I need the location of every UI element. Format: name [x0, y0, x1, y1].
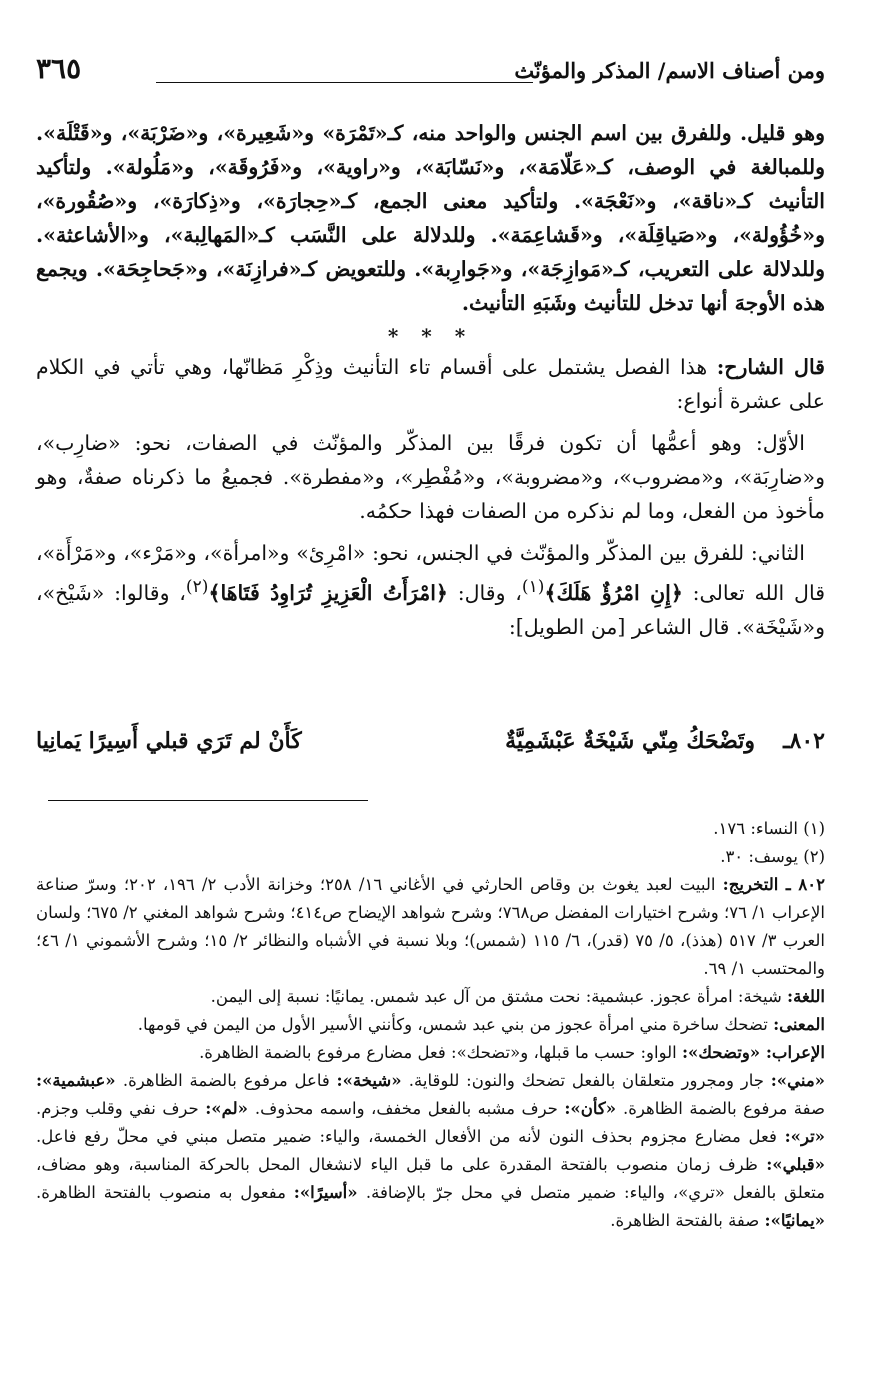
page-number: ٣٦٥ — [36, 52, 82, 85]
footnote-takhrij — [36, 871, 825, 983]
commentary-lead: قال الشارح: — [716, 355, 825, 379]
footnote-2: (٢) يوسف: ٣٠. — [720, 847, 825, 866]
footnotes — [36, 815, 825, 1235]
takhrij-label: ٨٠٢ ـ التخريج: — [722, 875, 825, 894]
second-type-text-a: الثاني: للفرق بين المذكّر والمؤنّث في الجنس، نحو: «امْرِئ» و«امرأة»، و«مَرْء»، و«مَرْأَة»، قال الله تعالى: — [36, 541, 825, 605]
irab-text: فعل مضارع مجزوم بحذف النون لأنه من الأفعال الخمسة، والياء: ضمير متصل مبني في محلّ رفع فاعل. — [36, 1127, 785, 1146]
footnote-maana — [36, 1011, 825, 1039]
irab-text: الواو: حسب ما قبلها، و«تضحك»: فعل مضارع مرفوع بالضمة الظاهرة. — [199, 1043, 682, 1062]
verse-second-hemistich: كَأَنْ لم تَرَي قبلي أَسِيرًا يَمانِيا — [36, 728, 302, 754]
quran-quote-2: ﴿امْرَأَتُ الْعَزِيزِ تُرَاوِدُ فَتَاهَا﴾ — [208, 580, 448, 605]
irab-text: فاعل مرفوع بالضمة الظاهرة. — [122, 1071, 337, 1090]
running-header — [36, 52, 825, 96]
second-type-text-c: ، وقالوا: «شَيْخ»، و«شَيْخَة». قال الشاعر [من الطويل]: — [36, 580, 825, 639]
takhrij-text: البيت لعبد يغوث بن وقاص الحارثي في الأغاني ١٦/ ٢٥٨؛ وخزانة الأدب ٢/ ١٩٦، ٢٠٢؛ وسرّ صناعة الإعراب ١/ ٧٦؛ وشرح اختيارات المفضل ص٧٦٨؛ وشرح شواهد الإيضاح ص٤١٤؛ وشرح شواهد المغني ٢/ ٦٧٥؛ ولسان العرب ٣/ ٥١٧ (هذذ)، ٥/ ٧٥ (قدر)، ٦/ ١١٥ (شمس)؛ وبلا نسبة في الأشباه والنظائر ٢/ ١٥؛ وشرح الأشموني ١/ ٤٦؛ والمحتسب ١/ ٦٩. — [36, 875, 825, 978]
verse-number: ٨٠٢ـ — [783, 728, 825, 754]
irab-term: «أسيرًا»: — [293, 1183, 366, 1202]
irab-term: «قبلي»: — [766, 1155, 825, 1174]
paragraph-matn: وهو قليل. وللفرق بين اسم الجنس والواحد منه، كـ«تَمْرَة» و«شَعِيرة»، و«ضَرْبَة»، و«قَتْلَة». وللمبالغة في الوصف، كـ«عَلّامَة»، و«نَسّابَة»، و«راوية»، و«فَرُوقَة»، و«مَلُولة». ولتأكيد التأنيث كـ«ناقة»، و«نَعْجَة». ولتأكيد معنى الجمع، كـ«حِجارَة»، و«ذِكارَة»، و«صُقُورة»، و«خُؤُولة»، و«صَياقِلَة»، و«قَشاعِمَة». وللدلالة على النَّسَب كـ«المَهالِبة»، و«الأشاعثة». وللدلالة على التعريب، كـ«مَوازِجَة»، و«جَوارِبة». وللتعويض كـ«فرازِنَة»، و«جَحاجِحَة». ويجمع هذه الأوجهَ أنها تدخل للتأنيث وشَبَهِ التأنيث. — [36, 121, 825, 315]
paragraph-second-type — [36, 536, 825, 644]
footnote-irab — [36, 1039, 825, 1235]
second-type-text-b: ، وقال: — [447, 580, 522, 605]
irab-text: حرف نفي وقلب وجزم. — [36, 1099, 206, 1118]
lugha-label: اللغة: — [787, 987, 825, 1006]
commentary-intro-text: هذا الفصل يشتمل على أقسام تاء التأنيث وذِكْرِ مَظانّها، وهي تأتي في الكلام على عشرة أنواع: — [36, 355, 825, 413]
irab-text: صفة بالفتحة الظاهرة. — [610, 1211, 765, 1230]
footnote-lugha — [36, 983, 825, 1011]
maana-text: تضحك ساخرة مني امرأة عجوز من بني عبد شمس، وكأنني الأسير الأول من اليمن في قومها. — [137, 1015, 774, 1034]
footnote-1: (١) النساء: ١٧٦. — [713, 819, 825, 838]
verse-first-hemistich: وتَضْحَكُ مِنّي شَيْخَةٌ عَبْشَمِيَّةٌ — [505, 728, 755, 754]
irab-label: الإعراب: — [765, 1043, 825, 1062]
irab-text: ظرف زمان منصوب بالفتحة المقدرة على ما قبل الياء لانشغال المحل بالحركة المناسبة، وهو مضاف، متعلق بالفعل «تري»، والياء: ضمير متصل في محل جرّ بالإضافة. — [36, 1155, 826, 1202]
irab-term: «شيخة»: — [336, 1071, 409, 1090]
irab-text: جار ومجرور متعلقان بالفعل تضحك والنون: للوقاية. — [408, 1071, 771, 1090]
irab-term: «عبشمية»: — [36, 1071, 123, 1090]
irab-text: صفة مرفوع بالضمة الظاهرة. — [623, 1099, 825, 1118]
header-rule — [156, 82, 533, 83]
poetry-verse — [36, 728, 825, 768]
irab-term: «مني»: — [770, 1071, 825, 1090]
irab-text: حرف مشبه بالفعل مخفف، واسمه محذوف. — [254, 1099, 565, 1118]
footnote-ref-1: (١) — [521, 577, 545, 597]
quran-quote-1: ﴿إِنِ امْرُؤٌ هَلَكَ﴾ — [544, 580, 683, 605]
irab-text: مفعول به منصوب بالفتحة الظاهرة. — [36, 1183, 294, 1202]
maana-label: المعنى: — [773, 1015, 825, 1034]
main-text — [36, 116, 825, 644]
chapter-title: ومن أصناف الاسم/ المذكر والمؤنّث — [514, 58, 825, 83]
irab-term: «كأن»: — [564, 1099, 623, 1118]
irab-term: «لم»: — [205, 1099, 255, 1118]
irab-term: «تر»: — [784, 1127, 825, 1146]
footnote-rule — [48, 800, 368, 801]
lugha-text: شيخة: امرأة عجوز. عبشمية: نحت مشتق من آل عبد شمس. يمانيًا: نسبة إلى اليمن. — [210, 987, 788, 1006]
paragraph-first-type: الأوّل: وهو أعمُّها أن تكون فرقًا بين المذكّر والمؤنّث في الصفات، نحو: «ضارِب»، و«ضارِبَة»، و«مضروب»، و«مضروبة»، و«مُفْطِر»، و«مفطرة». فجميعُ ما ذكرناه صفةٌ، وهو مأخوذ من الفعل، وما لم نذكره من الصفات فهذا حكمُه. — [36, 431, 825, 523]
footnote-ref-2: (٢) — [185, 577, 209, 597]
paragraph-commentary-intro — [36, 350, 825, 418]
irab-term: «وتضحك»: — [681, 1043, 766, 1062]
irab-term: «يمانيًا»: — [764, 1211, 825, 1230]
section-separator: * * * — [387, 324, 474, 348]
